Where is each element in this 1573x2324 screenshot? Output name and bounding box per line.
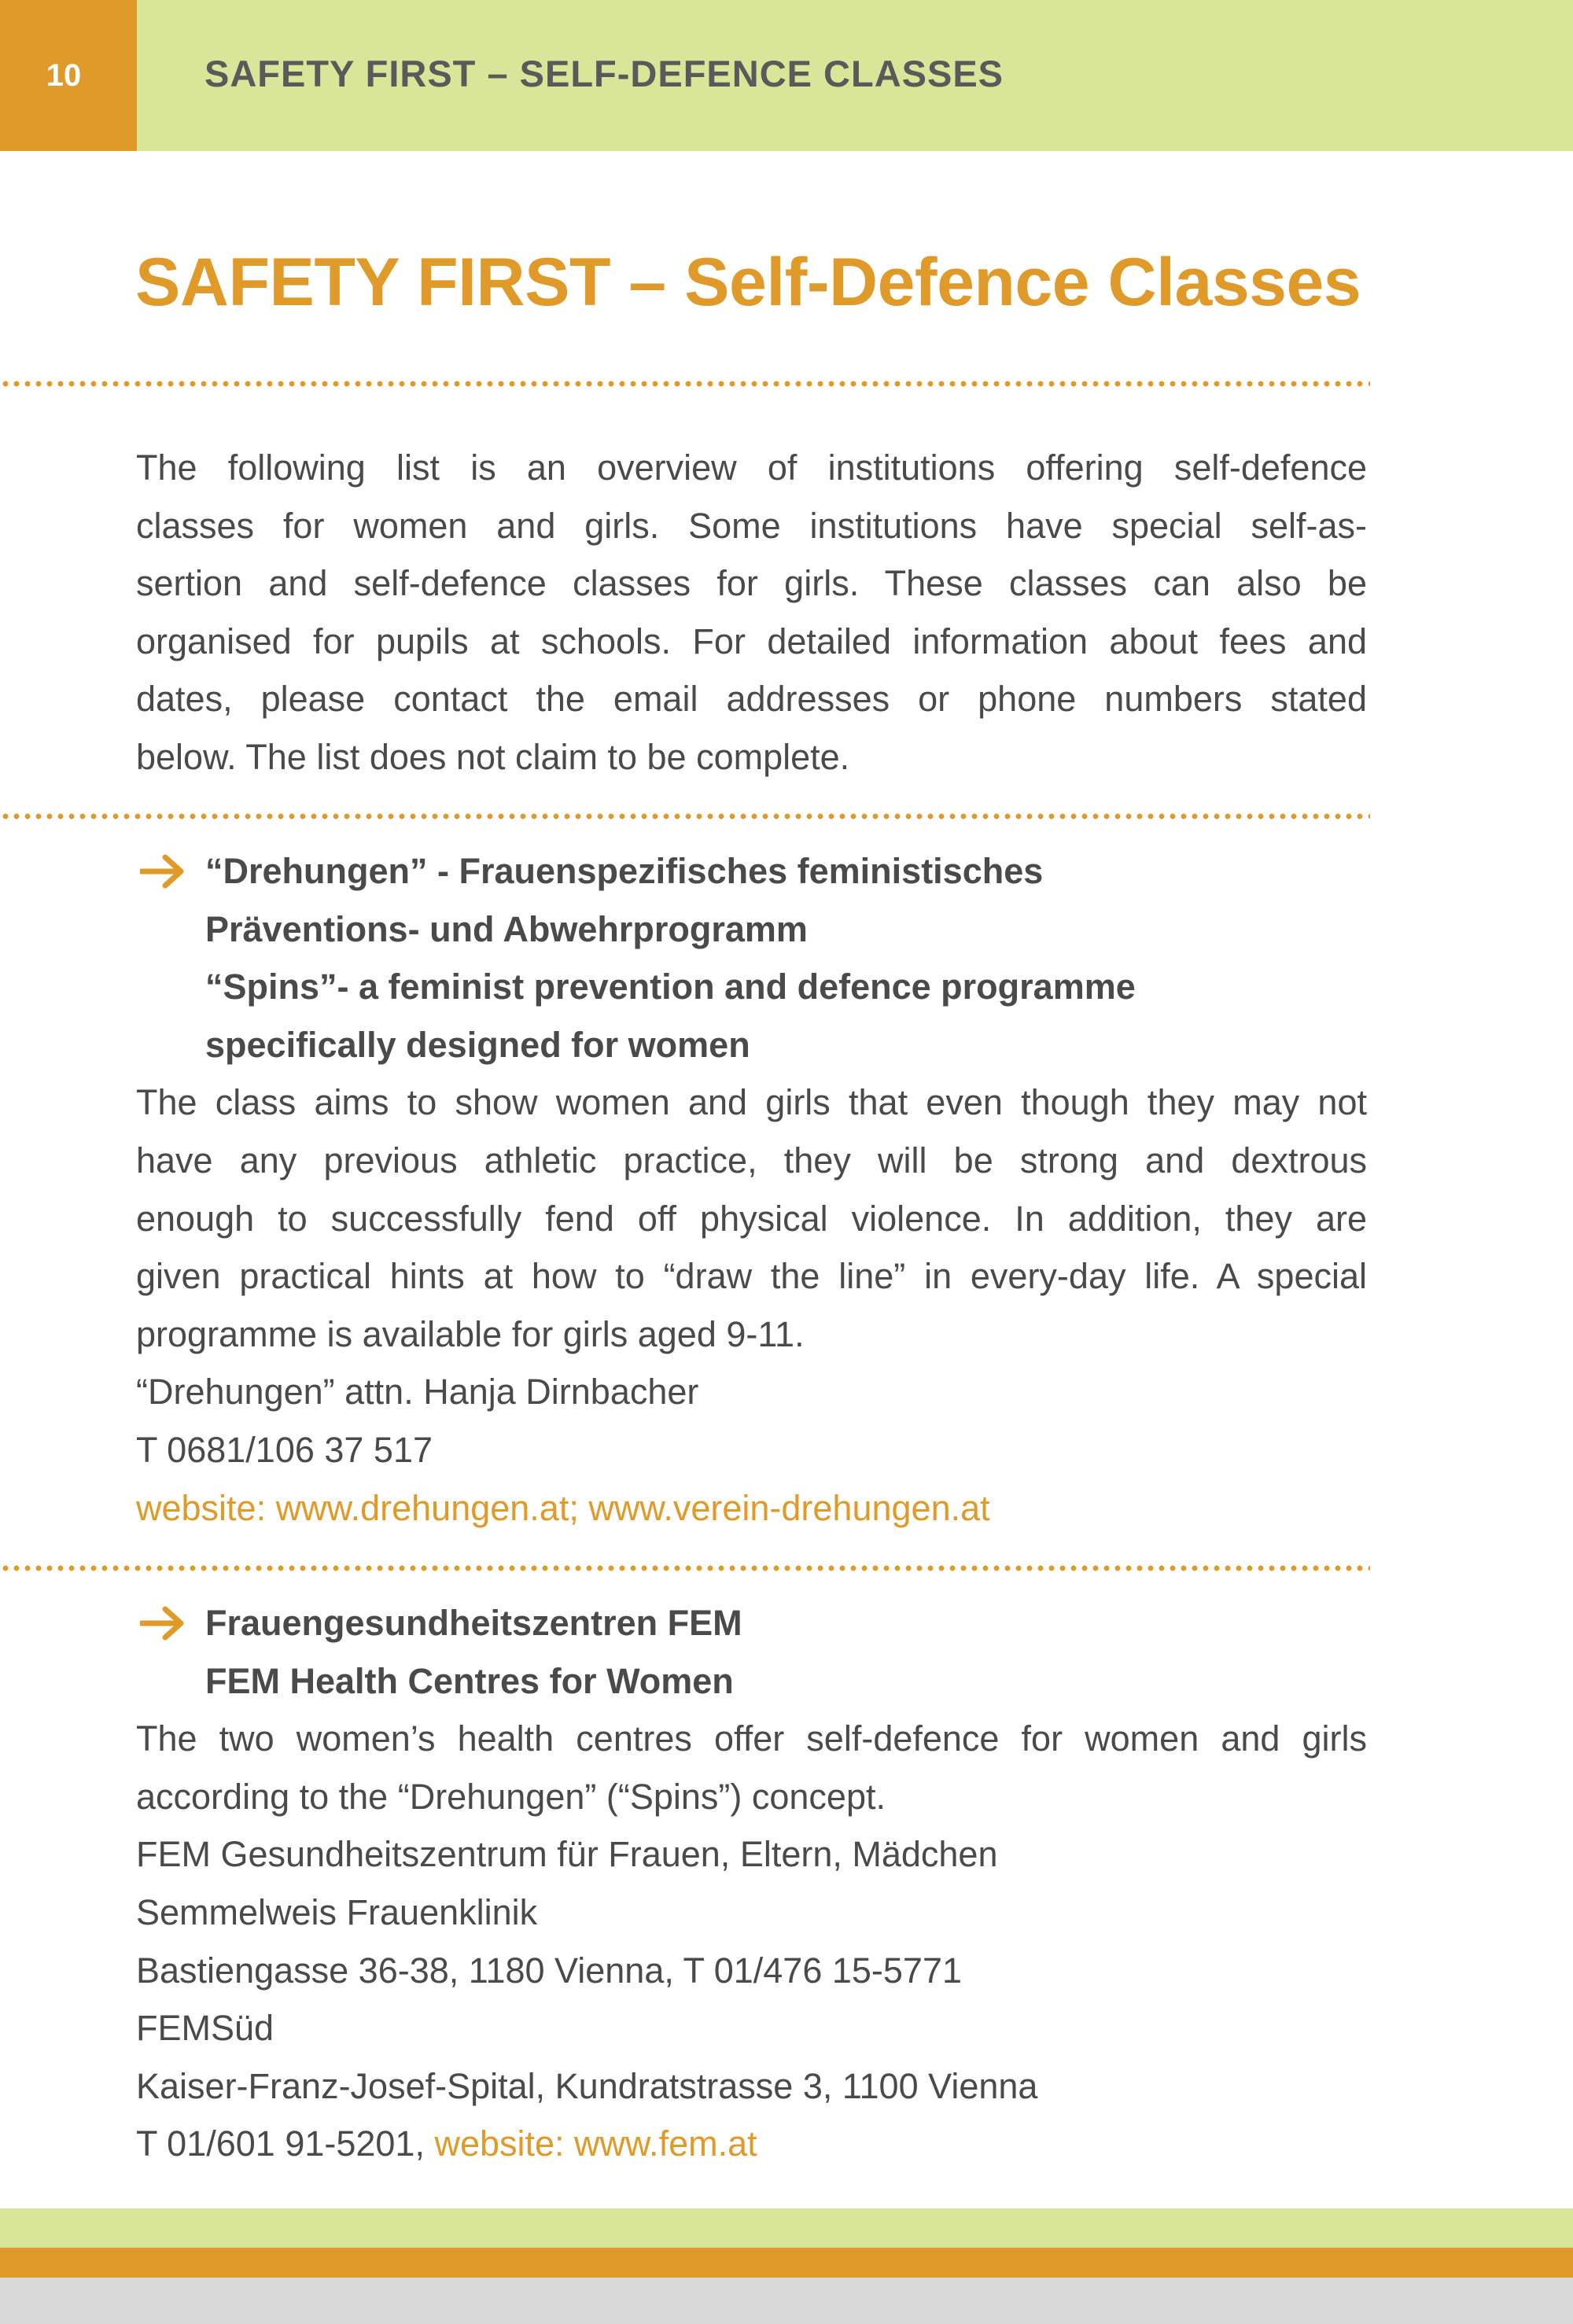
- footer-band-grey: [0, 2278, 1573, 2324]
- phone-number: T 01/601 91-5201,: [136, 2123, 435, 2164]
- entry-contact-line: “Drehungen” attn. Hanja Dirnbacher: [136, 1372, 699, 1412]
- intro-line: below. The list does not claim to be complete.: [136, 736, 850, 777]
- intro-line: The following list is an overview of institutions offering self-defence: [136, 447, 1367, 488]
- entry-contact-line: FEMSüd: [136, 2008, 274, 2049]
- page-number: 10: [46, 57, 82, 93]
- entry-contact-line: Bastiengasse 36-38, 1180 Vienna, T 01/476 15-5771: [136, 1950, 963, 1991]
- entry-body-line: The two women’s health centres offer self-defence for women and girls: [136, 1718, 1367, 1759]
- entry-contact-line: Kaiser-Franz-Josef-Spital, Kundratstrasse 3, 1100 Vienna: [136, 2065, 1038, 2106]
- entry-contact-line: T 0681/106 37 517: [136, 1429, 433, 1470]
- running-header: SAFETY FIRST – SELF-DEFENCE CLASSES: [204, 53, 1004, 94]
- dotted-divider: [0, 380, 1370, 388]
- entry-body-line: The class aims to show women and girls that even though they may not: [136, 1082, 1367, 1123]
- entry-body-line: given practical hints at how to “draw the line” in every-day life. A special: [136, 1256, 1367, 1297]
- dotted-divider: [0, 812, 1370, 820]
- entry-body-line: according to the “Drehungen” (“Spins”) concept.: [136, 1776, 886, 1817]
- entry-heading-line: “Spins”- a feminist prevention and defence programme: [205, 967, 1136, 1007]
- entry-heading-line: “Drehungen” - Frauenspezifisches feministisches: [205, 851, 1044, 891]
- entry-heading-line: Präventions- und Abwehrprogramm: [205, 908, 808, 949]
- intro-line: dates, please contact the email addresses or phone numbers stated: [136, 679, 1367, 720]
- page-title: SAFETY FIRST – Self-Defence Classes: [135, 245, 1361, 320]
- website-link[interactable]: website: www.drehungen.at; www.verein-drehungen.at: [136, 1487, 990, 1528]
- entry-contact-line: Semmelweis Frauenklinik: [136, 1891, 538, 1932]
- entry-drehungen: [136, 842, 1367, 1537]
- entry-body-line: enough to successfully fend off physical violence. In addition, they are: [136, 1198, 1367, 1239]
- entry-heading-line: FEM Health Centres for Women: [205, 1660, 734, 1701]
- intro-paragraph: [136, 439, 1367, 786]
- intro-line: organised for pupils at schools. For detailed information about fees and: [136, 621, 1367, 661]
- intro-line: sertion and self-defence classes for girls. These classes can also be: [136, 563, 1367, 604]
- page-number-box: [0, 0, 137, 151]
- entry-fem: [136, 1594, 1367, 2173]
- entry-body-line: programme is available for girls aged 9-11.: [136, 1313, 805, 1354]
- intro-line: classes for women and girls. Some institutions have special self-as-: [136, 505, 1367, 546]
- entry-heading-line: specifically designed for women: [205, 1024, 750, 1065]
- footer-band-orange: [0, 2248, 1573, 2278]
- dotted-divider: [0, 1564, 1370, 1572]
- entry-contact-line: FEM Gesundheitszentrum für Frauen, Eltern, Mädchen: [136, 1834, 998, 1875]
- entry-heading-line: Frauengesundheitszentren FEM: [205, 1603, 742, 1643]
- website-link[interactable]: website: www.fem.at: [434, 2123, 757, 2164]
- footer-band-green: [0, 2208, 1573, 2248]
- entry-body-line: have any previous athletic practice, they will be strong and dextrous: [136, 1140, 1367, 1180]
- entry-contact-line-last: [136, 2115, 1367, 2173]
